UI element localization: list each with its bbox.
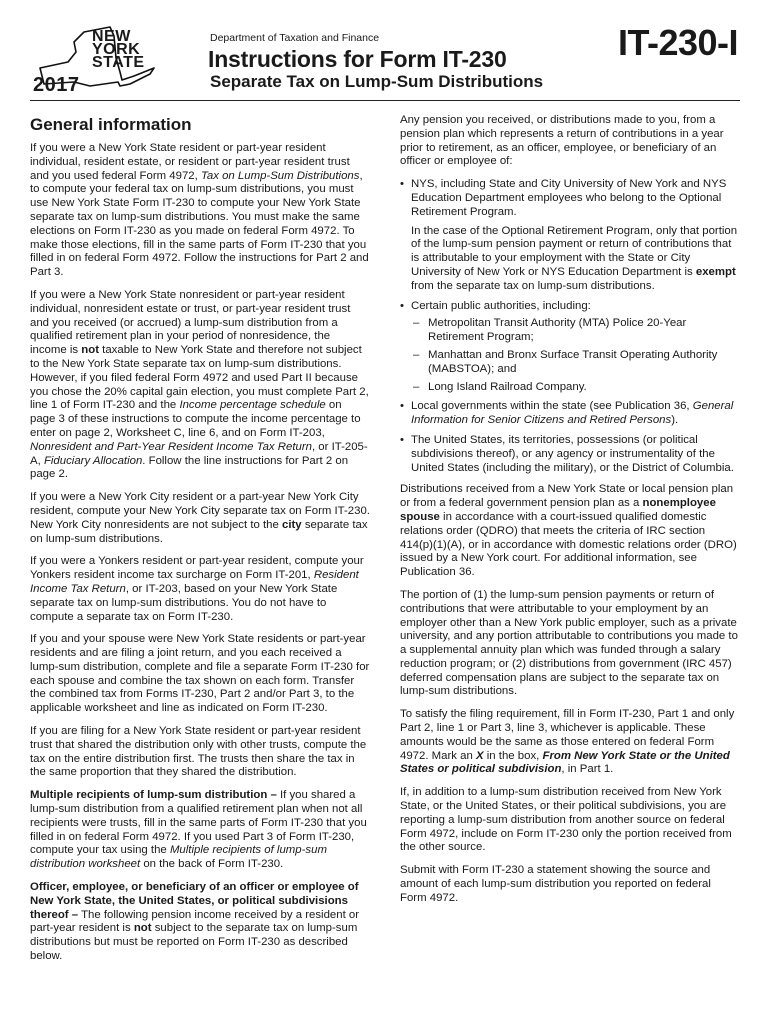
paragraph-yonkers: If you were a Yonkers resident or part-year resident, compute your Yonkers resident income tax surcharge on Form IT-201, Resident Income Tax Return, or IT-203, based on your New York State separate tax on lump-sum distributions. You do not have to compute a separate tax on Form IT-230. <box>30 555 364 623</box>
paragraph-trusts: If you are filing for a New York State resident or part-year resident trust that shared the distribution only with other trusts, compute the tax on the entire distribution first. The trusts then share the tax in the same proportion that they shared the distribution. <box>30 725 367 779</box>
right-column <box>400 114 740 915</box>
page-title: Instructions for Form IT-230 <box>208 46 507 72</box>
optional-retirement-note: In the case of the Optional Retirement Program, only that portion of the lump-sum pension payment or return of contributions that is attributable to your employment with the State or City University of New York or NYS Education Department is exempt from the separate tax on lump-sum distributions. <box>411 224 738 292</box>
paragraph-nonresidents: If you were a New York State nonresident or part-year resident individual, nonresident estate or trust, or part-year resident trust and you received (or accrued) a lump-sum distribution from a qualified retirement plan in your period of nonresidence, the income is not taxable to New York State and therefore not subject to the New York State separate tax on lump-sum distributions. However, if you filed federal Form 4972 and used Part II because you chose the 20% capital gain election, you must complete Part 2, line 1 of Form IT-230 and the Income percentage schedule on page 3 of these instructions to compute the income percentage to enter on page 2, Worksheet C, line 6, and on Form IT-203, Nonresident and Part-Year Resident Income Tax Return, or IT-205-A, Fiduciary Allocation. Follow the line instructions for Part 2 on page 2. <box>30 288 369 481</box>
header-divider <box>30 100 740 101</box>
paragraph-filing-requirement: To satisfy the filing requirement, fill in Form IT-230, Part 1 and only Part 2, line 1 or Part 3, line 3, whichever is applicable. These amounts would be the same as those entered on federal Form 4972. Mark an X in the box, From New York State or the United States or political subdivision, in Part 1. <box>400 708 735 776</box>
page-subtitle: Separate Tax on Lump-Sum Distributions <box>210 72 544 91</box>
list-item: • The United States, its territories, possessions (or political subdivisions thereof), or any agency or instrumentality of the United States (including the military), or the District of Columbia. <box>400 434 740 475</box>
new-york-state-wordmark: NEW YORK STATE <box>92 28 145 71</box>
list-item: – Manhattan and Bronx Surface Transit Operating Authority (MABSTOA); and <box>411 349 740 377</box>
list-item: – Metropolitan Transit Authority (MTA) Police 20-Year Retirement Program; <box>411 317 740 345</box>
paragraph-multiple-recipients: Multiple recipients of lump-sum distribution – If you shared a lump-sum distribution from a qualified retirement plan when not all recipients were trusts, fill in the same parts of Form IT-230 that you filled in on federal Form 4972. If you used Part 3 of Form IT-230, compute your tax using the Multiple recipients of lump-sum distribution worksheet on the back of Form IT-230. <box>30 789 367 871</box>
list-item: • Certain public authorities, including: – Metropolitan Transit Authority (MTA) Police 20-Year Retirement Program; – Manhattan and Bronx Surface Transit Operating Authority (MABSTOA); and – Long Island Railroad Company. <box>400 300 740 395</box>
tax-year: 2017 <box>33 74 80 96</box>
list-item: – Long Island Railroad Company. <box>411 381 740 395</box>
list-item: • NYS, including State and City University of New York and NYS Education Department employees who belong to the Optional Retirement Program. In the case of the Optional Retirement Program, only that portion of the lump-sum pension payment or return of contributions that is attributable to your employment with the State or City University of New York or NYS Education Department is exempt from the separate tax on lump-sum distributions. <box>400 178 740 293</box>
paragraph-nyc: If you were a New York City resident or a part-year New York City resident, compute your New York City separate tax on Form IT-230. New York City nonresidents are not subject to the city separate tax on lump-sum distributions. <box>30 491 370 545</box>
left-column <box>30 114 370 973</box>
paragraph-joint-return: If you and your spouse were New York State residents or part-year residents and are filing a joint return, and you each received a lump-sum distribution, complete and file a separate Form IT-230 for each spouse and combine the tax shown on each form. Transfer the combined tax from Forms IT-230, Part 2 and/or Part 3, to the applicable worksheet and line as indicated on Form IT-230. <box>30 633 370 715</box>
department-name: Department of Taxation and Finance <box>210 32 380 44</box>
section-heading: General information <box>30 115 192 134</box>
form-number: IT-230-I <box>618 22 739 63</box>
paragraph-pension-intro: Any pension you received, or distributions made to you, from a pension plan which represents a return of contributions in a year prior to retirement, as an officer, employee, or beneficiary of an officer or employee of: <box>400 114 724 168</box>
paragraph-officer-employee: Officer, employee, or beneficiary of an officer or employee of New York State, the United States, or political subdivisions thereof – The following pension income received by a resident or part-year resident is not subject to the separate tax on lump-sum distributions but must be reported on Form IT-230 as described below. <box>30 881 360 963</box>
paragraph-subject-portion: The portion of (1) the lump-sum pension payments or return of contributions that were attributable to your employment by an employer other than a New York public employer, such as a private university, and any portion attributable to contributions you made to a supplemental annuity plan which was funded through a salary reduction program; or (2) distributions from government (IRC 457) deferred compensation plans are subject to the separate tax on lump-sum distributions. <box>400 588 738 698</box>
paragraph-residents: If you were a New York State resident or part-year resident individual, resident estate, or resident or part-year resident trust and you used federal Form 4972, Tax on Lump-Sum Distributions, to compute your federal tax on lump-sum distributions, you must use New York State Form IT-230 to compute your New York State separate tax on lump-sum distributions. You must make the same elections on Form IT-230 as you made on federal Form 4972. To make those elections, fill in the same parts of Form IT-230 that you filled in on federal Form 4972. Follow the instructions for Part 2 and Part 3. <box>30 142 369 279</box>
list-item: • Local governments within the state (see Publication 36, General Information for Senior Citizens and Retired Persons). <box>400 400 740 428</box>
paragraph-qdro: Distributions received from a New York State or local pension plan or from a federal government pension plan as a nonemployee spouse in accordance with a court-issued qualified domestic relations order (QDRO) that meets the criteria of IRC section 414(p)(1)(A), or in accordance with domestic relations order (DRO) issued by a New York court. For additional information, see Publication 36. <box>400 483 737 579</box>
public-authorities-list <box>411 317 740 394</box>
paragraph-other-source: If, in addition to a lump-sum distribution received from New York State, or the United States, or their political subdivisions, you are reporting a lump-sum distribution from another source on federal Form 4972, include on Form IT-230 only the portion received from the other source. <box>400 786 732 854</box>
exempt-sources-list <box>400 178 740 475</box>
paragraph-submit-statement: Submit with Form IT-230 a statement showing the source and amount of each lump-sum distribution you reported on federal Form 4972. <box>400 864 711 904</box>
